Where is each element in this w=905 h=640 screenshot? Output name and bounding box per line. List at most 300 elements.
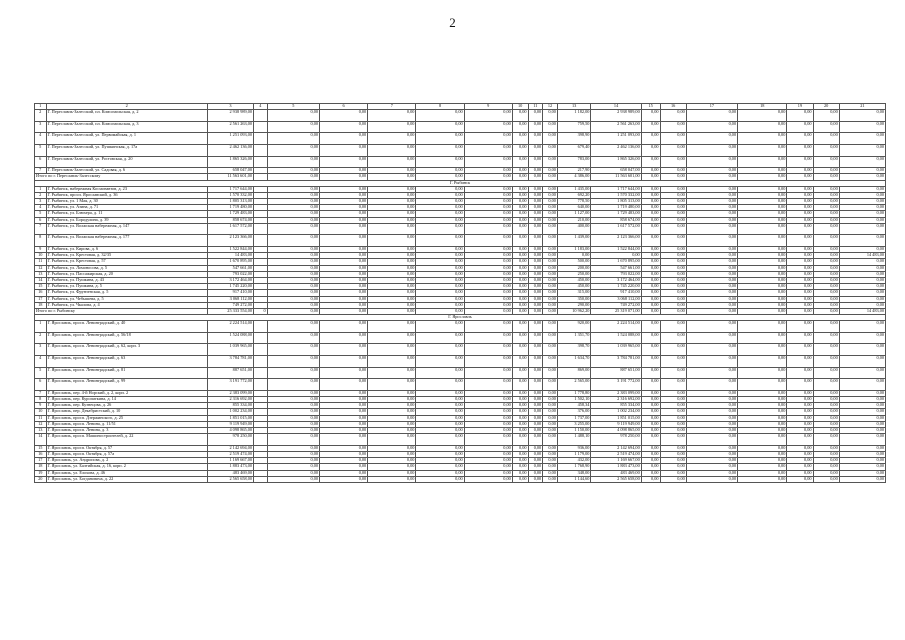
value-cell: 450,00 xyxy=(557,284,591,290)
value-cell: 887 651,00 xyxy=(591,367,641,379)
value-cell: 2 938 989,00 xyxy=(591,110,641,122)
value-cell: 0,00 xyxy=(813,464,839,470)
address-cell: Г. Ярославль, просп. Октября, д. 57 xyxy=(46,445,207,451)
total-value: 0,00 xyxy=(267,174,319,180)
value-cell: 0,00 xyxy=(528,344,543,356)
value-cell: 0,00 xyxy=(416,415,464,421)
value-cell: 0,00 xyxy=(368,302,416,308)
total-value: 0,00 xyxy=(512,308,528,314)
value-cell: 0,00 xyxy=(813,217,839,223)
value-cell: 0,00 xyxy=(543,235,558,247)
value-cell: 0,00 xyxy=(512,211,528,217)
column-number: 18 xyxy=(738,104,787,110)
row-number: 4 xyxy=(35,356,47,368)
value-cell: 0,00 xyxy=(320,470,368,476)
value-cell: 0,00 xyxy=(320,415,368,421)
address-cell: Г. Ярославль, ул. Богдановича, д. 22 xyxy=(46,476,207,482)
value-cell: 759,50 xyxy=(557,121,591,133)
value-cell: 0,00 xyxy=(267,367,319,379)
value-cell: 0,00 xyxy=(267,403,319,409)
value-cell: 0,00 xyxy=(512,186,528,192)
value-cell: 0,00 xyxy=(368,199,416,205)
value-cell: 0,00 xyxy=(839,451,885,457)
value-cell: 0,00 xyxy=(267,277,319,283)
table-row xyxy=(35,332,886,344)
value-cell: 0,00 xyxy=(464,451,512,457)
value-cell: 0,00 xyxy=(738,397,787,403)
value-cell: 1 883 473,00 xyxy=(591,464,641,470)
value-cell: 0,00 xyxy=(660,290,686,296)
value-cell: 793 022,00 xyxy=(591,271,641,277)
value-cell: 0,00 xyxy=(641,223,660,235)
value-cell: 0,00 xyxy=(368,445,416,451)
value-cell: 398,70 xyxy=(557,344,591,356)
value-cell: 0,00 xyxy=(543,403,558,409)
value-cell: 0,00 xyxy=(686,186,737,192)
value-cell: 0,00 xyxy=(641,192,660,198)
value-cell: 0,00 xyxy=(686,390,737,396)
value-cell: 1 502,10 xyxy=(557,397,591,403)
value-cell: 0,00 xyxy=(813,403,839,409)
value-cell: 0,00 xyxy=(839,415,885,421)
value-cell: 2 383 099,00 xyxy=(591,390,641,396)
value-cell: 0,00 xyxy=(787,277,813,283)
value-cell: 0,00 xyxy=(641,397,660,403)
value-cell: 0,00 xyxy=(839,367,885,379)
value-cell: 0,00 xyxy=(686,265,737,271)
value-cell: 0,00 xyxy=(368,211,416,217)
value-cell: 0,00 xyxy=(686,156,737,168)
value-cell: 0,00 xyxy=(368,296,416,302)
value-cell: 0,00 xyxy=(686,415,737,421)
value-cell: 0,00 xyxy=(464,192,512,198)
value-cell: 0,00 xyxy=(543,321,558,333)
value-cell: 0,00 xyxy=(512,144,528,156)
row-number: 20 xyxy=(35,476,47,482)
value-cell: 2 519 474,00 xyxy=(591,451,641,457)
value-cell: 0,00 xyxy=(839,192,885,198)
value-cell xyxy=(254,321,268,333)
value-cell: 1 883 473,00 xyxy=(207,464,253,470)
value-cell: 0,00 xyxy=(528,403,543,409)
value-cell: 0,00 xyxy=(641,144,660,156)
table-row xyxy=(35,476,886,482)
value-cell: 0,00 xyxy=(686,211,737,217)
row-number: 12 xyxy=(35,265,47,271)
value-cell: 1 778,80 xyxy=(557,390,591,396)
table-row xyxy=(35,110,886,122)
value-cell: 0,00 xyxy=(528,409,543,415)
value-cell: 0,00 xyxy=(543,223,558,235)
value-cell: 0,00 xyxy=(464,271,512,277)
row-number: 14 xyxy=(35,434,47,446)
value-cell: 0,00 xyxy=(641,265,660,271)
value-cell: 0,00 xyxy=(660,259,686,265)
value-cell: 0,00 xyxy=(660,211,686,217)
value-cell: 0,00 xyxy=(839,259,885,265)
value-cell: 0,00 xyxy=(813,421,839,427)
value-cell: 0,00 xyxy=(464,464,512,470)
value-cell: 0,00 xyxy=(512,321,528,333)
value-cell: 0,00 xyxy=(528,223,543,235)
value-cell: 0,00 xyxy=(839,356,885,368)
value-cell: 0,00 xyxy=(267,445,319,451)
value-cell: 0,00 xyxy=(839,296,885,302)
value-cell: 0,00 xyxy=(557,253,591,259)
column-number: 20 xyxy=(813,104,839,110)
value-cell: 0,00 xyxy=(528,296,543,302)
value-cell: 2 142 694,00 xyxy=(591,445,641,451)
value-cell: 0,00 xyxy=(660,235,686,247)
value-cell: 0,00 xyxy=(267,397,319,403)
table-row xyxy=(35,223,886,235)
value-cell: 0,00 xyxy=(787,235,813,247)
value-cell: 0,00 xyxy=(787,356,813,368)
value-cell: 0,00 xyxy=(787,271,813,277)
total-value: 10 962,20 xyxy=(557,308,591,314)
value-cell: 0,00 xyxy=(320,427,368,433)
value-cell: 0,00 xyxy=(738,344,787,356)
value-cell: 978 250,00 xyxy=(207,434,253,446)
value-cell: 3 784 781,00 xyxy=(591,356,641,368)
page-number: 2 xyxy=(449,15,456,30)
value-cell: 0,00 xyxy=(738,186,787,192)
value-cell: 0,00 xyxy=(787,390,813,396)
row-number: 15 xyxy=(35,284,47,290)
value-cell: 0,00 xyxy=(839,421,885,427)
column-number: 16 xyxy=(660,104,686,110)
address-cell: Г. Рыбинск, ул. Блюхера, д. 11 xyxy=(46,211,207,217)
value-cell: 1 745 220,00 xyxy=(207,284,253,290)
value-cell: 0,00 xyxy=(267,421,319,427)
address-cell: Г. Ярославль, просп. Машиностроителей, д. 22 xyxy=(46,434,207,446)
value-cell: 0,00 xyxy=(686,168,737,174)
value-cell: 0,00 xyxy=(813,451,839,457)
value-cell: 0,00 xyxy=(813,356,839,368)
value-cell: 0,00 xyxy=(368,409,416,415)
value-cell xyxy=(254,144,268,156)
value-cell: 0,00 xyxy=(320,403,368,409)
value-cell: 0,00 xyxy=(512,296,528,302)
value-cell: 793 022,00 xyxy=(207,271,253,277)
value-cell: 0,00 xyxy=(320,344,368,356)
value-cell: 0,00 xyxy=(787,397,813,403)
row-number: 2 xyxy=(35,192,47,198)
value-cell: 0,00 xyxy=(267,476,319,482)
value-cell: 0,00 xyxy=(686,421,737,427)
value-cell: 855 334,00 xyxy=(591,403,641,409)
value-cell xyxy=(254,367,268,379)
value-cell: 0,00 xyxy=(543,421,558,427)
value-cell: 0,00 xyxy=(267,168,319,174)
value-cell: 0,00 xyxy=(738,110,787,122)
value-cell: 0,00 xyxy=(368,434,416,446)
value-cell: 0,00 xyxy=(320,235,368,247)
value-cell: 0,00 xyxy=(512,284,528,290)
value-cell: 3 191 772,00 xyxy=(207,379,253,391)
value-cell: 0,00 xyxy=(368,192,416,198)
value-cell: 0,00 xyxy=(660,476,686,482)
value-cell: 0,00 xyxy=(660,458,686,464)
value-cell: 0,00 xyxy=(813,235,839,247)
row-number: 7 xyxy=(35,223,47,235)
value-cell: 0,00 xyxy=(641,470,660,476)
value-cell: 0,00 xyxy=(813,277,839,283)
value-cell: 0,00 xyxy=(320,458,368,464)
value-cell: 0,00 xyxy=(660,445,686,451)
value-cell: 0,00 xyxy=(267,271,319,277)
value-cell: 0,00 xyxy=(320,397,368,403)
value-cell: 0,00 xyxy=(543,344,558,356)
value-cell: 1 251 093,00 xyxy=(591,133,641,145)
value-cell: 0,00 xyxy=(528,464,543,470)
value-cell: 0,00 xyxy=(320,211,368,217)
total-value: 0,00 xyxy=(738,174,787,180)
value-cell: 0,00 xyxy=(543,144,558,156)
value-cell: 0,00 xyxy=(528,367,543,379)
total-label: Итого по г. Переславль-Залесскому xyxy=(35,174,208,180)
value-cell: 2 561 263,00 xyxy=(591,121,641,133)
address-cell: Г. Рыбинск, ул. 1 Мая, д. 30 xyxy=(46,199,207,205)
value-cell: 0,00 xyxy=(813,110,839,122)
value-cell: 0,00 xyxy=(464,259,512,265)
value-cell: 0,00 xyxy=(787,409,813,415)
value-cell: 0,00 xyxy=(528,390,543,396)
value-cell: 1 524 088,00 xyxy=(591,332,641,344)
value-cell: 0,00 xyxy=(641,390,660,396)
address-cell: Г. Ярославль, просп. Ленинградский, д. 56/18 xyxy=(46,332,207,344)
row-number: 5 xyxy=(35,144,47,156)
value-cell: 0,00 xyxy=(738,265,787,271)
value-cell: 0,00 xyxy=(267,470,319,476)
address-cell: Г. Рыбинск, ул. Чебышева, д. 5 xyxy=(46,296,207,302)
column-number: 12 xyxy=(543,104,558,110)
value-cell: 0,00 xyxy=(320,121,368,133)
value-cell: 0,00 xyxy=(543,356,558,368)
value-cell: 0,00 xyxy=(787,421,813,427)
value-cell: 0,00 xyxy=(368,110,416,122)
value-cell: 0,00 xyxy=(660,332,686,344)
value-cell: 0,00 xyxy=(267,265,319,271)
value-cell: 0,00 xyxy=(416,434,464,446)
total-value: 0,00 xyxy=(641,174,660,180)
value-cell: 0,00 xyxy=(813,379,839,391)
value-cell: 0,00 xyxy=(368,121,416,133)
value-cell: 0,00 xyxy=(464,427,512,433)
value-cell: 0,00 xyxy=(416,458,464,464)
value-cell: 0,00 xyxy=(320,332,368,344)
total-value: 0,00 xyxy=(660,174,686,180)
value-cell: 0,00 xyxy=(464,110,512,122)
value-cell: 0,00 xyxy=(416,192,464,198)
total-value: 0,00 xyxy=(512,174,528,180)
value-cell: 0,00 xyxy=(368,451,416,457)
value-cell xyxy=(254,476,268,482)
value-cell: 1 169 667,00 xyxy=(207,458,253,464)
value-cell: 0,00 xyxy=(839,427,885,433)
value-cell: 0,00 xyxy=(686,217,737,223)
value-cell: 0,00 xyxy=(368,427,416,433)
value-cell: 3 068 112,00 xyxy=(591,296,641,302)
value-cell: 0,00 xyxy=(641,434,660,446)
row-number: 3 xyxy=(35,121,47,133)
value-cell: 0,00 xyxy=(738,192,787,198)
value-cell: 0,00 xyxy=(528,476,543,482)
value-cell: 547 661,00 xyxy=(591,265,641,271)
value-cell: 0,00 xyxy=(320,284,368,290)
value-cell: 0,00 xyxy=(543,265,558,271)
value-cell: 0,00 xyxy=(267,223,319,235)
value-cell: 0,00 xyxy=(512,427,528,433)
value-cell: 0,00 xyxy=(813,156,839,168)
value-cell: 0,00 xyxy=(660,144,686,156)
value-cell xyxy=(254,133,268,145)
value-cell: 0,00 xyxy=(464,379,512,391)
value-cell: 0,00 xyxy=(787,332,813,344)
value-cell: 0,00 xyxy=(267,199,319,205)
value-cell xyxy=(254,110,268,122)
value-cell: 0,00 xyxy=(512,403,528,409)
value-cell: 0,00 xyxy=(660,470,686,476)
value-cell: 0,00 xyxy=(320,296,368,302)
value-cell: 0,00 xyxy=(660,321,686,333)
value-cell: 0,00 xyxy=(543,186,558,192)
value-cell: 1 002 234,00 xyxy=(591,409,641,415)
value-cell: 0,00 xyxy=(839,409,885,415)
value-cell: 0,00 xyxy=(787,259,813,265)
value-cell: 14 483,00 xyxy=(207,253,253,259)
address-cell: Г. Рыбинск, набережная Космонавтов, д. 23 xyxy=(46,186,207,192)
column-number: 21 xyxy=(839,104,885,110)
value-cell: 1 251 093,00 xyxy=(207,133,253,145)
value-cell: 0,00 xyxy=(320,277,368,283)
value-cell: 0,00 xyxy=(787,476,813,482)
value-cell: 0,00 xyxy=(686,290,737,296)
value-cell: 0,00 xyxy=(641,409,660,415)
value-cell: 0,00 xyxy=(512,205,528,211)
value-cell: 0,00 xyxy=(512,290,528,296)
value-cell: 0,00 xyxy=(813,186,839,192)
value-cell: 0,00 xyxy=(528,247,543,253)
value-cell: 0,00 xyxy=(320,259,368,265)
value-cell: 0,00 xyxy=(641,476,660,482)
value-cell: 0,00 xyxy=(267,235,319,247)
value-cell: 0,00 xyxy=(368,144,416,156)
value-cell: 0,00 xyxy=(320,192,368,198)
value-cell: 0,00 xyxy=(368,205,416,211)
city-name: Г. Рыбинск xyxy=(35,180,886,186)
value-cell: 0,00 xyxy=(660,390,686,396)
value-cell: 2 123 366,00 xyxy=(207,235,253,247)
table-row xyxy=(35,379,886,391)
value-cell: 1 745 220,00 xyxy=(591,284,641,290)
value-cell: 0,00 xyxy=(839,476,885,482)
row-number: 13 xyxy=(35,427,47,433)
value-cell: 0,00 xyxy=(267,156,319,168)
address-cell: Г. Ярославль, просп. Ленина, д. 3 xyxy=(46,427,207,433)
value-cell: 692,20 xyxy=(557,192,591,198)
value-cell: 450,00 xyxy=(557,277,591,283)
value-cell: 200,00 xyxy=(557,265,591,271)
value-cell: 0,00 xyxy=(528,186,543,192)
value-cell: 0,00 xyxy=(528,217,543,223)
value-cell: 0,00 xyxy=(368,379,416,391)
value-cell: 0,00 xyxy=(787,133,813,145)
value-cell: 14 483,00 xyxy=(839,253,885,259)
value-cell: 3 172 464,00 xyxy=(207,277,253,283)
value-cell: 0,00 xyxy=(464,144,512,156)
value-cell: 0,00 xyxy=(528,427,543,433)
value-cell: 0,00 xyxy=(641,332,660,344)
value-cell xyxy=(254,235,268,247)
value-cell: 0,00 xyxy=(267,344,319,356)
address-cell: Г. Рыбинск, ул. Пушкина, д. 5 xyxy=(46,284,207,290)
value-cell: 3 255,00 xyxy=(557,421,591,427)
row-number: 17 xyxy=(35,296,47,302)
value-cell: 0,00 xyxy=(839,110,885,122)
address-cell: Г. Ярославль, просп. Октября, д. 57а xyxy=(46,451,207,457)
value-cell: 0,00 xyxy=(528,235,543,247)
value-cell: 0,00 xyxy=(738,156,787,168)
value-cell: 0,00 xyxy=(813,367,839,379)
table-row xyxy=(35,434,886,446)
total-value: 0,00 xyxy=(813,174,839,180)
value-cell: 0,00 xyxy=(686,344,737,356)
value-cell: 0,00 xyxy=(813,199,839,205)
value-cell: 0,00 xyxy=(416,379,464,391)
column-number: 8 xyxy=(416,104,464,110)
value-cell: 0,00 xyxy=(543,390,558,396)
value-cell: 0,00 xyxy=(320,451,368,457)
value-cell: 0,00 xyxy=(464,247,512,253)
value-cell: 0,00 xyxy=(839,434,885,446)
value-cell: 0,00 xyxy=(528,121,543,133)
column-number: 1 xyxy=(35,104,47,110)
value-cell: 0,00 xyxy=(512,277,528,283)
value-cell: 0,00 xyxy=(320,205,368,211)
value-cell: 0,00 xyxy=(416,253,464,259)
value-cell: 0,00 xyxy=(660,379,686,391)
value-cell: 0,00 xyxy=(267,434,319,446)
value-cell: 0,00 xyxy=(416,217,464,223)
value-cell: 0,00 xyxy=(543,470,558,476)
value-cell: 0,00 xyxy=(416,356,464,368)
value-cell: 0,00 xyxy=(738,168,787,174)
value-cell: 0,00 xyxy=(641,205,660,211)
value-cell: 0,00 xyxy=(368,458,416,464)
value-cell: 0,00 xyxy=(368,367,416,379)
value-cell: 0,00 xyxy=(738,296,787,302)
value-cell: 0,00 xyxy=(464,265,512,271)
value-cell: 0,00 xyxy=(738,470,787,476)
value-cell: 0,00 xyxy=(416,205,464,211)
value-cell xyxy=(254,223,268,235)
table-row xyxy=(35,133,886,145)
value-cell: 0,00 xyxy=(543,199,558,205)
value-cell: 855 334,00 xyxy=(207,403,253,409)
value-cell: 0,00 xyxy=(368,265,416,271)
value-cell: 1 169 667,00 xyxy=(591,458,641,464)
value-cell: 0,00 xyxy=(686,356,737,368)
value-cell: 0,00 xyxy=(464,356,512,368)
value-cell: 0,00 xyxy=(738,302,787,308)
row-number: 5 xyxy=(35,211,47,217)
value-cell: 0,00 xyxy=(464,390,512,396)
address-cell: Г. Рыбинск, ул. Фрунзенская, д. 5 xyxy=(46,290,207,296)
row-number: 10 xyxy=(35,253,47,259)
row-number: 16 xyxy=(35,451,47,457)
value-cell: 0,00 xyxy=(416,110,464,122)
